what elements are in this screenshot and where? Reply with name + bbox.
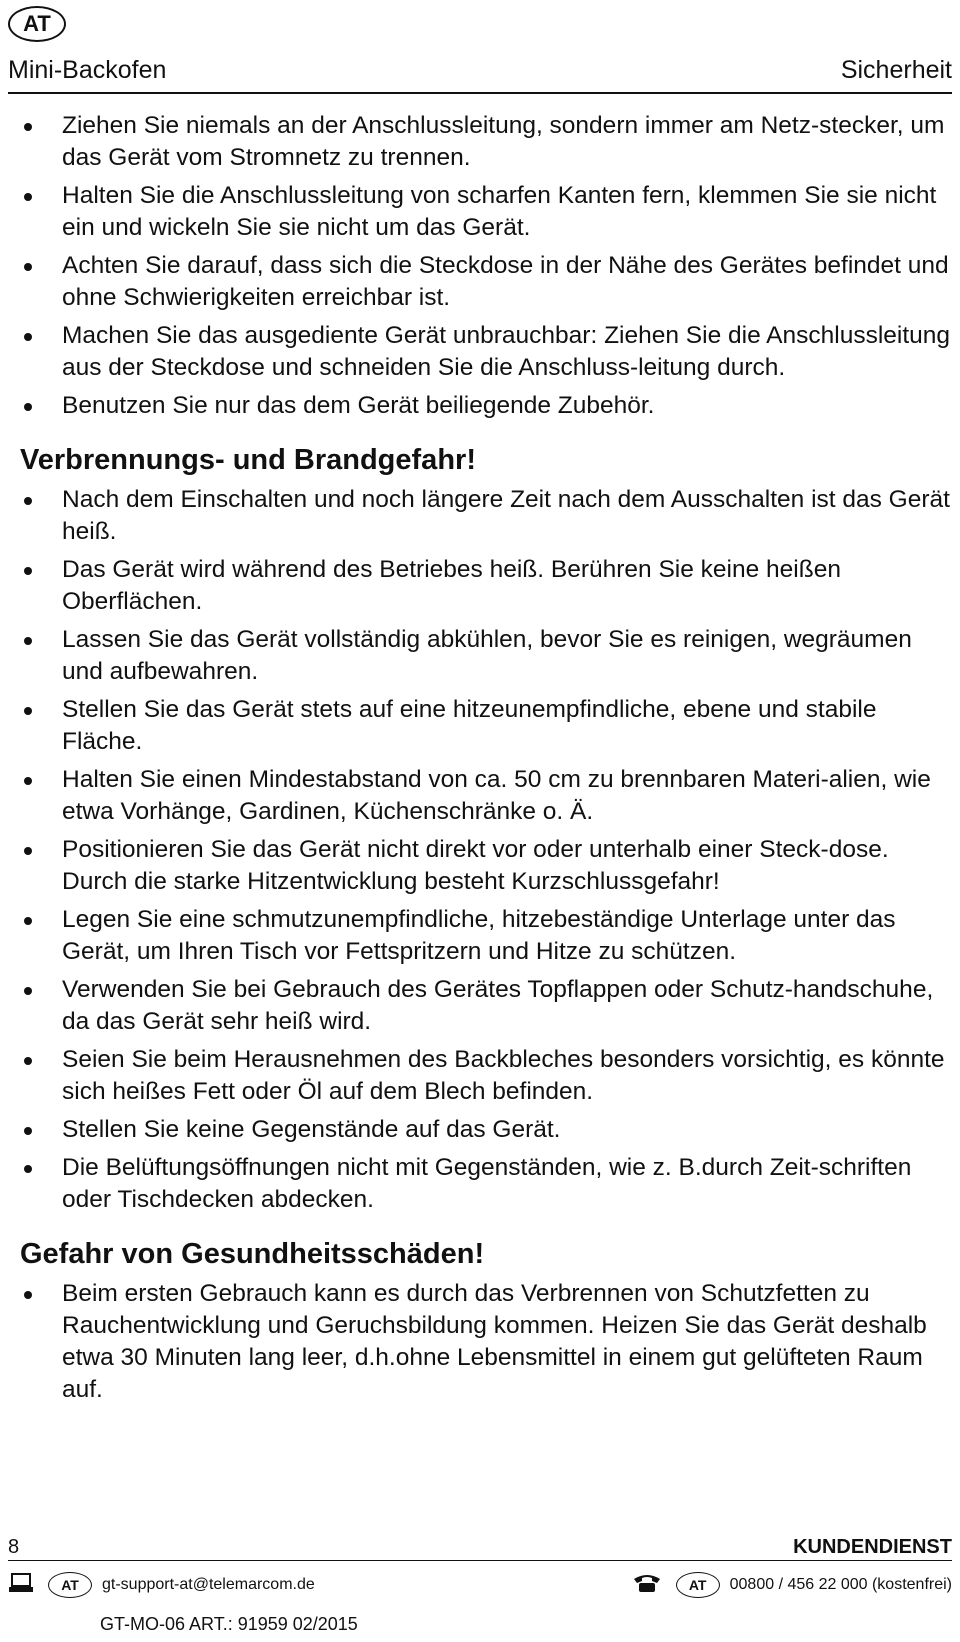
telephone-icon bbox=[632, 1572, 662, 1599]
support-email[interactable]: gt-support-at@telemarcom.de bbox=[102, 1576, 315, 1593]
list-item: Die Belüftungsöffnungen nicht mit Gegenständen, wie z. B.durch Zeit-schriften oder Tischdecken abdecken. bbox=[20, 1152, 952, 1216]
health-bullet-list bbox=[20, 1278, 952, 1406]
product-title: Mini-Backofen bbox=[8, 56, 167, 84]
laptop-icon bbox=[8, 1572, 34, 1599]
page-number: 8 bbox=[8, 1536, 20, 1558]
page-content bbox=[20, 110, 952, 1412]
list-item: Ziehen Sie niemals an der Anschlussleitung, sondern immer am Netz-stecker, um das Gerät vom Stromnetz zu trennen. bbox=[20, 110, 952, 174]
list-item: Halten Sie einen Mindestabstand von ca. 50 cm zu brennbaren Materi-alien, wie etwa Vorhänge, Gardinen, Küchenschränke o. Ä. bbox=[20, 764, 952, 828]
header-divider bbox=[8, 92, 952, 94]
health-section-heading: Gefahr von Gesundheitsschäden! bbox=[20, 1238, 485, 1270]
list-item: Verwenden Sie bei Gebrauch des Gerätes Topflappen oder Schutz-handschuhe, da das Gerät sehr heiß wird. bbox=[20, 974, 952, 1038]
list-item: Stellen Sie das Gerät stets auf eine hitzeunempfindliche, ebene und stabile Fläche. bbox=[20, 694, 952, 758]
list-item: Halten Sie die Anschlussleitung von scharfen Kanten fern, klemmen Sie sie nicht ein und wickeln Sie sie nicht um das Gerät. bbox=[20, 180, 952, 244]
list-item: Legen Sie eine schmutzunempfindliche, hitzebeständige Unterlage unter das Gerät, um Ihren Tisch vor Fettspritzern und Hitze zu schützen. bbox=[20, 904, 952, 968]
list-item: Beim ersten Gebrauch kann es durch das Verbrennen von Schutzfetten zu Rauchentwicklung und Geruchsbildung kommen. Heizen Sie das Gerät deshalb etwa 30 Minuten lang leer, d.h.ohne Lebensmittel in einem gut gelüfteten Raum auf. bbox=[20, 1278, 952, 1406]
list-item: Lassen Sie das Gerät vollständig abkühlen, bevor Sie es reinigen, wegräumen und aufbewahren. bbox=[20, 624, 952, 688]
list-item: Machen Sie das ausgediente Gerät unbrauchbar: Ziehen Sie die Anschlussleitung aus der Steckdose und schneiden Sie die Anschluss-leitung durch. bbox=[20, 320, 952, 384]
burn-bullet-list bbox=[20, 484, 952, 1216]
list-item: Nach dem Einschalten und noch längere Zeit nach dem Ausschalten ist das Gerät heiß. bbox=[20, 484, 952, 548]
support-phone[interactable]: 00800 / 456 22 000 (kostenfrei) bbox=[729, 1576, 952, 1593]
support-contacts bbox=[8, 1568, 952, 1602]
list-item: Stellen Sie keine Gegenstände auf das Gerät. bbox=[20, 1114, 952, 1146]
country-code: AT bbox=[23, 11, 51, 36]
list-item: Seien Sie beim Herausnehmen des Backbleches besonders vorsichtig, es könnte sich heißes Fett oder Öl auf dem Blech befinden. bbox=[20, 1044, 952, 1108]
list-item: Achten Sie darauf, dass sich die Steckdose in der Nähe des Gerätes befindet und ohne Schwierigkeiten erreichbar ist. bbox=[20, 250, 952, 314]
list-item: Benutzen Sie nur das dem Gerät beiliegende Zubehör. bbox=[20, 390, 952, 422]
footer-divider bbox=[8, 1560, 952, 1561]
section-title: Sicherheit bbox=[840, 56, 952, 84]
country-badge bbox=[8, 6, 66, 42]
country-badge-small: AT bbox=[676, 1572, 720, 1598]
country-badge-small: AT bbox=[48, 1572, 92, 1598]
customer-service-label: KUNDENDIENST bbox=[793, 1536, 952, 1558]
list-item: Positionieren Sie das Gerät nicht direkt vor oder unterhalb einer Steck-dose. Durch die starke Hitzentwicklung besteht Kurzschlussgefahr! bbox=[20, 834, 952, 898]
burn-section-heading: Verbrennungs- und Brandgefahr! bbox=[20, 444, 476, 476]
intro-bullet-list bbox=[20, 110, 952, 422]
list-item: Das Gerät wird während des Betriebes heiß. Berühren Sie keine heißen Oberflächen. bbox=[20, 554, 952, 618]
product-code: GT-MO-06 ART.: 91959 02/2015 bbox=[100, 1614, 358, 1634]
